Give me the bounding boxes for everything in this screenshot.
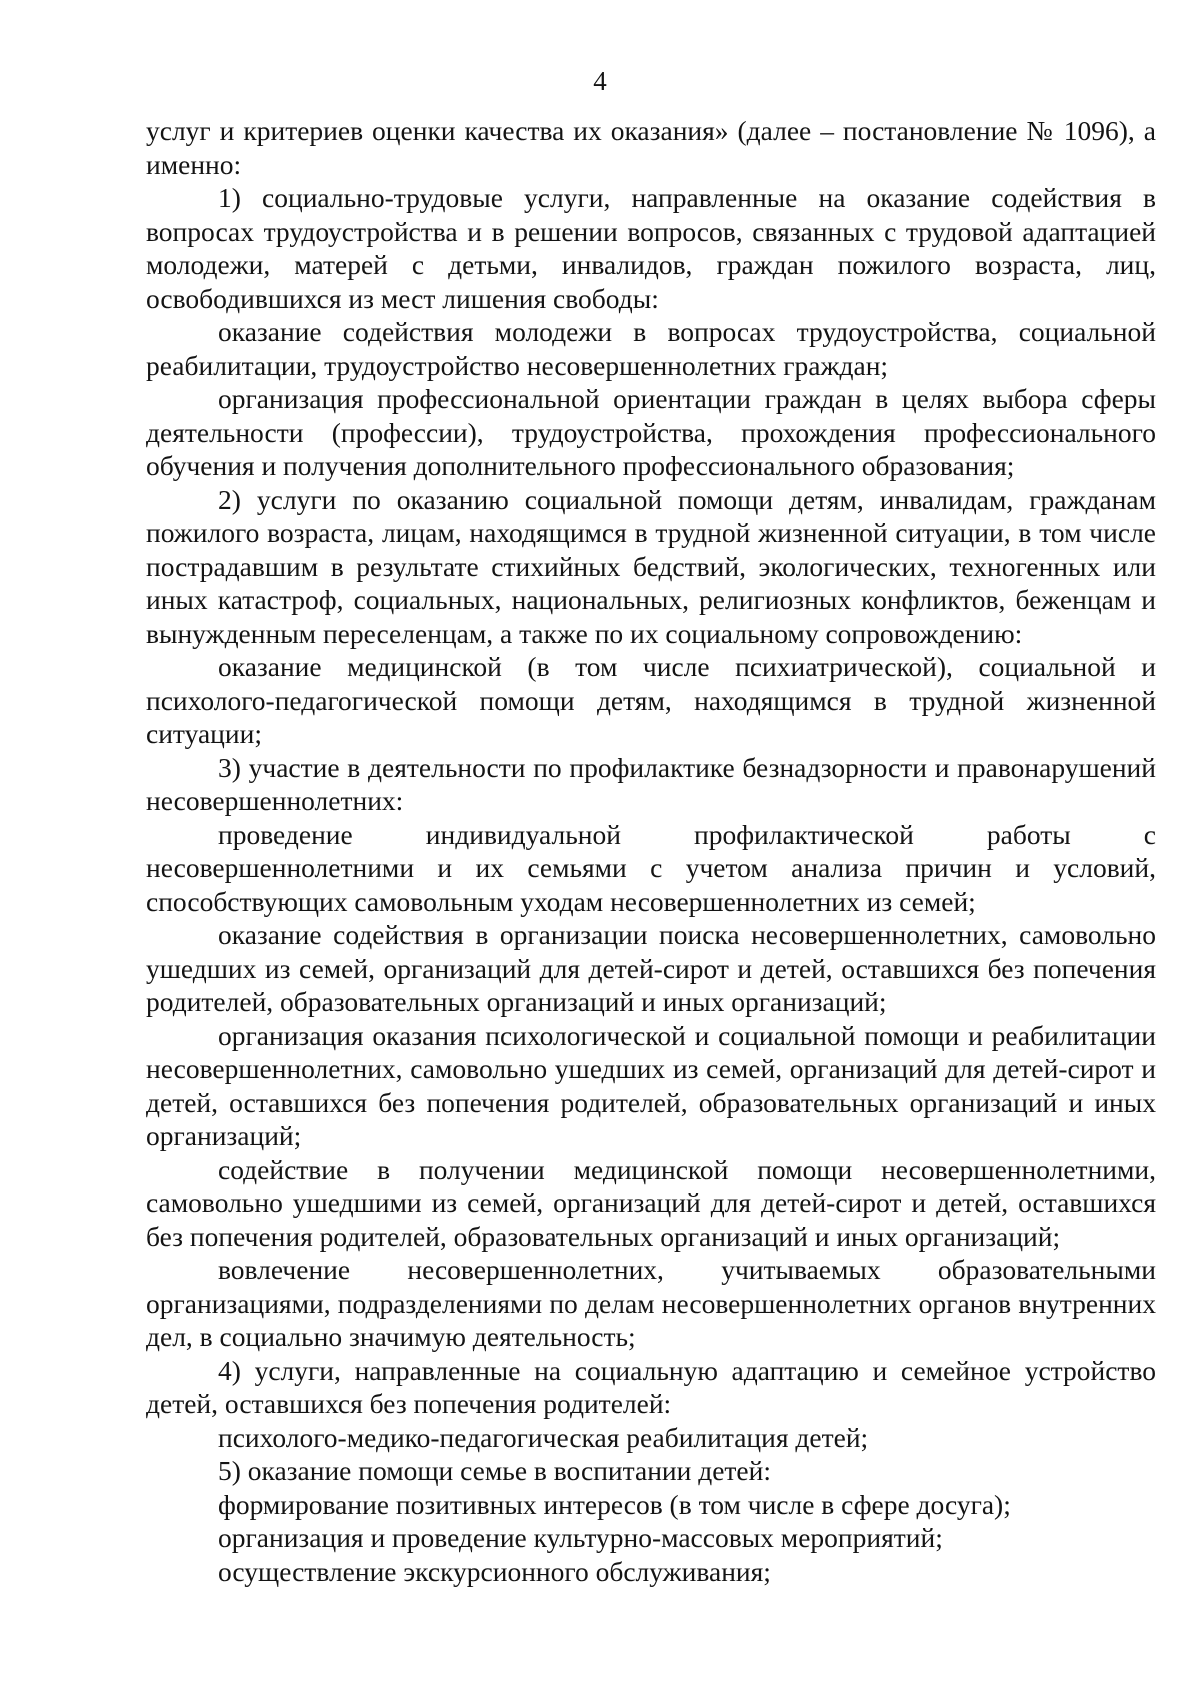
paragraph: 3) участие в деятельности по профилактике безнадзорности и правонарушений несовершеннолетних: bbox=[146, 751, 1156, 816]
paragraph: проведение индивидуальной профилактической работы с несовершеннолетними и их семьями с учетом анализа причин и условий, способствующих самовольным уходам несовершеннолетних из семей; bbox=[146, 818, 1156, 917]
paragraph: оказание медицинской (в том числе психиатрической), социальной и психолого-педагогической помощи детям, находящимся в трудной жизненной ситуации; bbox=[146, 651, 1156, 749]
paragraph: оказание содействия в организации поиска несовершеннолетних, самовольно ушедших из семей, организаций для детей-сирот и детей, оставшихся без попечения родителей, образовательных организаций и иных организаций; bbox=[146, 919, 1156, 1017]
paragraph: 5) оказание помощи семье в воспитании детей: bbox=[218, 1455, 771, 1486]
page-number: 4 bbox=[593, 66, 607, 96]
paragraph: оказание содействия молодежи в вопросах трудоустройства, социальной реабилитации, трудоустройство несовершеннолетних граждан; bbox=[146, 316, 1156, 381]
paragraph: формирование позитивных интересов (в том числе в сфере досуга); bbox=[218, 1488, 1011, 1520]
paragraph: осуществление экскурсионного обслуживания; bbox=[218, 1555, 771, 1587]
paragraph: содействие в получении медицинской помощи несовершеннолетними, самовольно ушедшими из семей, организаций для детей-сирот и детей, оставшихся без попечения родителей, образовательных организаций и иных организаций; bbox=[146, 1153, 1156, 1252]
paragraph: организация и проведение культурно-массовых мероприятий; bbox=[218, 1522, 943, 1553]
paragraph: услуг и критериев оценки качества их оказания» (далее – постановление № 1096), а именно: bbox=[146, 115, 1156, 180]
paragraph: организация профессиональной ориентации граждан в целях выбора сферы деятельности (профессии), трудоустройства, прохождения профессионального обучения и получения дополнительного профессионального образования; bbox=[146, 383, 1156, 481]
paragraph: организация оказания психологической и социальной помощи и реабилитации несовершеннолетних, самовольно ушедших из семей, организаций для детей-сирот и детей, оставшихся без попечения родителей, образовательных организаций и иных организаций; bbox=[146, 1019, 1156, 1151]
paragraph: 1) социально-трудовые услуги, направленные на оказание содействия в вопросах трудоустройства и в решении вопросов, связанных с трудовой адаптацией молодежи, матерей с детьми, инвалидов, граждан пожилого возраста, лиц, освободившихся из мест лишения свободы: bbox=[146, 182, 1156, 314]
paragraph: 2) услуги по оказанию социальной помощи детям, инвалидам, гражданам пожилого возраста, лицам, находящимся в трудной жизненной ситуации, в том числе пострадавшим в результате стихийных бедствий, экологических, техногенных или иных катастроф, социальных, национальных, религиозных конфликтов, беженцам и вынужденным переселенцам, а также по их социальному сопровождению: bbox=[146, 483, 1156, 649]
paragraph: вовлечение несовершеннолетних, учитываемых образовательными организациями, подразделениями по делам несовершеннолетних органов внутренних дел, в социально значимую деятельность; bbox=[146, 1254, 1156, 1352]
document-body bbox=[146, 114, 1156, 1588]
paragraph: психолого-медико-педагогическая реабилитация детей; bbox=[218, 1421, 869, 1453]
paragraph: 4) услуги, направленные на социальную адаптацию и семейное устройство детей, оставшихся без попечения родителей: bbox=[146, 1354, 1156, 1419]
